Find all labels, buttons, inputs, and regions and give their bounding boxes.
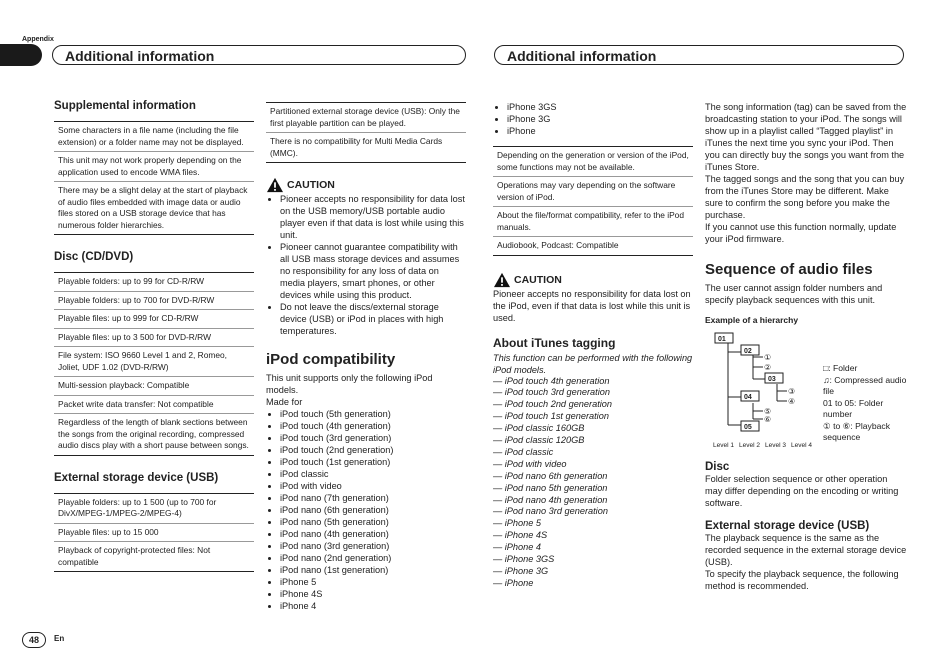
table-row: There may be a slight delay at the start of playback of audio files embedded with image data or audio files stored on a USB storage device that has numerous folder hierarchies. xyxy=(58,185,248,230)
sequence-text: The user cannot assign folder numbers and specify playback sequences with this unit. xyxy=(705,283,883,305)
made-for-label: Made for xyxy=(266,397,303,407)
level-label: Level 4 xyxy=(791,442,812,449)
track-marker: ⑥ xyxy=(764,415,772,424)
list-item: • iPod touch (5th generation) xyxy=(280,408,466,420)
caution-label: CAUTION xyxy=(287,179,335,191)
list-item: — iPod classic xyxy=(493,446,554,457)
column-3 xyxy=(493,101,693,590)
table-row: Playable files: up to 15 000 xyxy=(54,524,254,543)
list-item: • iPhone 4 xyxy=(280,600,466,612)
table-row: Audiobook, Podcast: Compatible xyxy=(497,240,619,250)
appendix-label: Appendix xyxy=(22,36,54,43)
list-item: • iPhone xyxy=(507,125,693,137)
list-item: • Do not leave the discs/external storage device (USB) or iPod in places with high temperatures. xyxy=(280,301,466,337)
table-row: About the file/format compatibility, refer to the iPod manuals. xyxy=(493,207,693,237)
list-item: — iPod nano 4th generation xyxy=(493,494,608,505)
list-item: • iPhone 5 xyxy=(280,576,466,588)
track-marker: ② xyxy=(764,363,772,372)
list-item: • iPhone 4S xyxy=(280,588,466,600)
list-item: — iPod touch 1st generation xyxy=(493,411,609,422)
table-row: Playable folders: up to 1 500 (up to 700 for DivX/MPEG-1/MPEG-2/MPEG-4) xyxy=(54,494,254,524)
table-row: This unit may not work properly depending on the application used to encode WMA files. xyxy=(54,152,254,182)
disc-title: Disc (CD/DVD) xyxy=(54,251,134,263)
list-item: • iPod touch (1st generation) xyxy=(280,456,466,468)
list-item: • iPod nano (7th generation) xyxy=(280,492,466,504)
ipod-model-list-cont xyxy=(493,101,693,137)
track-marker: ④ xyxy=(788,397,796,406)
list-item: • iPod nano (4th generation) xyxy=(280,528,466,540)
hierarchy-legend xyxy=(823,363,907,444)
list-item: — iPod touch 2nd generation xyxy=(493,399,613,410)
usb-title: External storage device (USB) xyxy=(54,471,219,484)
folder-label: 03 xyxy=(768,376,776,383)
list-item: — iPhone 4 xyxy=(493,542,542,553)
level-label: Level 3 xyxy=(765,442,786,449)
usb-text-2: To specify the playback sequence, the following method is recommended. xyxy=(705,569,899,591)
folder-label: 05 xyxy=(744,424,752,431)
table-row: Partitioned external storage device (USB): Only the first playable partition can be played. xyxy=(266,103,466,133)
tag-text: The song information (tag) can be saved from the broadcasting station to your iPod. The songs will show up in a playlist called “Tagged playlist” in iTunes the next time you sync your iPod. Then you can directly buy the songs you want from the iTunes Store. xyxy=(705,102,907,172)
folder-label: 01 xyxy=(718,336,726,343)
caution-label: CAUTION xyxy=(514,273,562,286)
ipod-notes-table xyxy=(493,146,693,256)
table-row: Operations may vary depending on the software version of iPod. xyxy=(493,177,693,207)
section-tab-marker xyxy=(0,44,42,66)
list-item: • iPod touch (3rd generation) xyxy=(280,432,466,444)
caution-list xyxy=(266,193,466,337)
list-item: — iPod with video xyxy=(493,458,567,469)
page-number: 48 xyxy=(22,632,46,648)
legend-file: ♫: Compressed audio file xyxy=(823,374,907,396)
caution-heading xyxy=(266,177,466,193)
header-right: Additional information xyxy=(494,45,904,65)
supplemental-table xyxy=(54,121,254,235)
table-row: Depending on the generation or version of the iPod, some functions may not be available. xyxy=(493,147,693,177)
list-item: • iPhone 3GS xyxy=(507,101,693,113)
hierarchy-example-title: Example of a hierarchy xyxy=(705,315,799,325)
list-item: • iPod nano (2nd generation) xyxy=(280,552,466,564)
list-item: • iPod with video xyxy=(280,480,466,492)
list-item: — iPhone 5 xyxy=(493,518,542,529)
itunes-model-list xyxy=(493,376,693,590)
list-item: • Pioneer cannot guarantee compatibility with all USB mass storage devices and assumes no responsibility for any loss of data on media players, smart phones, or other devices while using this product. xyxy=(280,241,466,301)
folder-label: 04 xyxy=(744,394,752,401)
table-row: Playable folders: up to 700 for DVD-R/RW xyxy=(54,292,254,311)
warning-icon xyxy=(266,177,284,193)
header-left: Additional information xyxy=(52,45,466,65)
hierarchy-tree xyxy=(711,327,829,455)
column-1 xyxy=(54,100,254,572)
list-item: • iPod touch (2nd generation) xyxy=(280,444,466,456)
ipod-compat-title: iPod compatibility xyxy=(266,351,396,368)
track-marker: ③ xyxy=(788,387,796,396)
usb-title: External storage device (USB) xyxy=(705,520,870,532)
level-label: Level 1 xyxy=(713,442,734,449)
usb-table xyxy=(54,493,254,573)
caution-heading xyxy=(493,272,693,288)
list-item: — iPod touch 3rd generation xyxy=(493,387,610,398)
disc-title: Disc xyxy=(705,461,730,473)
level-label: Level 2 xyxy=(739,442,760,449)
list-item: — iPod nano 5th generation xyxy=(493,482,608,493)
list-item: • iPhone 3G xyxy=(507,113,693,125)
table-row: Playable files: up to 999 for CD-R/RW xyxy=(54,310,254,329)
ipod-intro: This unit supports only the following iPod models. xyxy=(266,373,433,395)
hierarchy-diagram xyxy=(705,327,907,455)
list-item: • iPod touch (4th generation) xyxy=(280,420,466,432)
track-marker: ⑤ xyxy=(764,407,772,416)
list-item: — iPod nano 3rd generation xyxy=(493,506,608,517)
list-item: • iPod nano (3rd generation) xyxy=(280,540,466,552)
column-4 xyxy=(705,101,907,592)
list-item: — iPhone 3G xyxy=(493,566,549,576)
list-item: — iPod nano 6th generation xyxy=(493,470,608,481)
legend-playback-sequence: ① to ⑥: Playback sequence xyxy=(823,420,890,442)
usb-notes-table xyxy=(266,102,466,163)
list-item: — iPhone xyxy=(493,577,534,588)
table-row: Multi-session playback: Compatible xyxy=(54,377,254,396)
table-row: There is no compatibility for Multi Media Cards (MMC). xyxy=(270,136,443,158)
list-item: • iPod nano (1st generation) xyxy=(280,564,466,576)
list-item: • Pioneer accepts no responsibility for data lost on the USB memory/USB portable audio player even if that data is lost while using this unit. xyxy=(280,193,466,241)
list-item: — iPod classic 160GB xyxy=(493,423,585,434)
disc-table xyxy=(54,272,254,456)
disc-text: Folder selection sequence or other operation may differ depending on the encoding or writing software. xyxy=(705,474,899,508)
table-row: Some characters in a file name (including the file extension) or a folder name may not be displayed. xyxy=(54,122,254,152)
sequence-title: Sequence of audio files xyxy=(705,261,873,278)
folder-label: 02 xyxy=(744,348,752,355)
supplemental-title: Supplemental information xyxy=(54,100,196,112)
list-item: • iPod nano (5th generation) xyxy=(280,516,466,528)
legend-folder-number: 01 to 05: Folder number xyxy=(823,397,884,419)
caution-text: Pioneer accepts no responsibility for data lost on the iPod, even if that data is lost while this unit is used. xyxy=(493,288,691,323)
list-item: — iPhone 3GS xyxy=(493,554,555,565)
list-item: • iPod classic xyxy=(280,468,466,480)
language-label: En xyxy=(54,634,65,643)
legend-folder: □: Folder xyxy=(823,363,858,373)
usb-text: The playback sequence is the same as the recorded sequence in the external storage device (USB). xyxy=(705,533,907,567)
folder-icon: □ xyxy=(823,363,829,373)
warning-icon xyxy=(493,272,511,288)
list-item: • iPod nano (6th generation) xyxy=(280,504,466,516)
list-item: — iPod classic 120GB xyxy=(493,435,585,446)
table-row: Packet write data transfer: Not compatible xyxy=(54,396,254,415)
itunes-title: About iTunes tagging xyxy=(493,335,616,350)
table-row: File system: ISO 9660 Level 1 and 2, Romeo, Joliet, UDF 1.02 (DVD-R/RW) xyxy=(54,347,254,377)
tag-text-2: The tagged songs and the song that you can buy from the iTunes Store may be different. Make sure to confirm the song before you make the purchase. xyxy=(705,174,905,220)
music-note-icon: ♫ xyxy=(823,374,830,385)
track-marker: ① xyxy=(764,353,772,362)
table-row: Playable files: up to 3 500 for DVD-R/RW xyxy=(54,329,254,348)
column-2 xyxy=(266,102,466,612)
table-row: Regardless of the length of blank sections between the songs from the original recording, compressed audio discs play with a short pause between songs. xyxy=(58,417,249,450)
tag-text-3: If you cannot use this function normally, update your iPod firmware. xyxy=(705,222,897,244)
ipod-model-list xyxy=(266,408,466,612)
table-row: Playable folders: up to 99 for CD-R/RW xyxy=(54,273,254,292)
table-row: Playback of copyright-protected files: Not compatible xyxy=(58,545,211,567)
list-item: — iPod touch 4th generation xyxy=(493,375,610,386)
list-item: — iPhone 4S xyxy=(493,530,548,541)
itunes-intro: This function can be performed with the following iPod models. xyxy=(493,352,693,375)
